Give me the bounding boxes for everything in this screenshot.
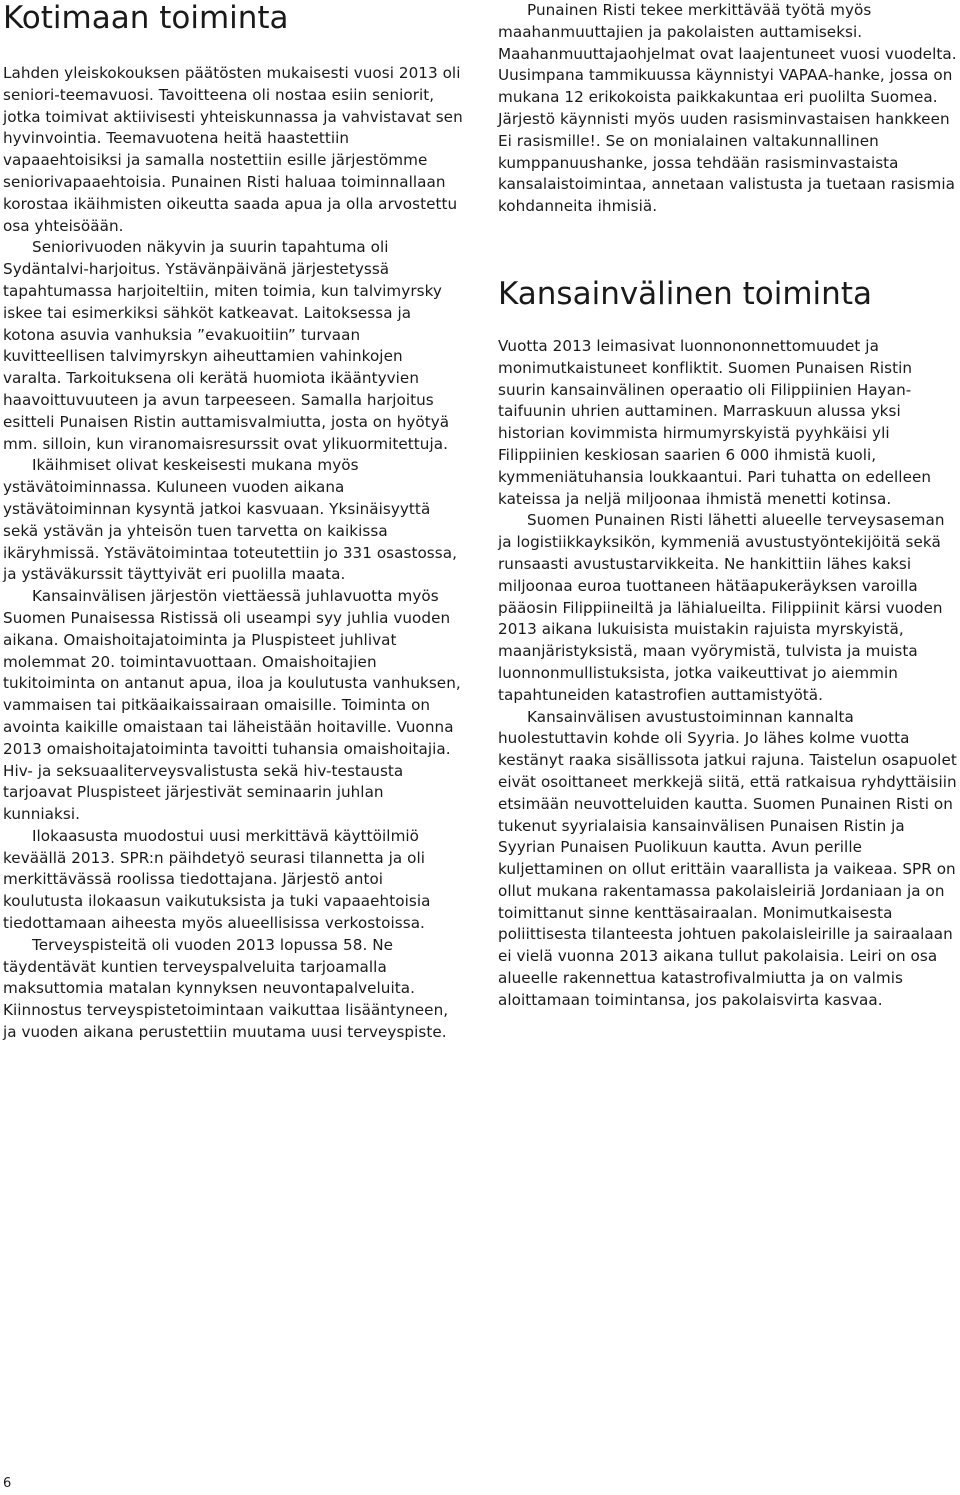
section-title-international: Kansainvälinen toiminta (498, 275, 872, 312)
body-paragraph: Lahden yleiskokouksen päätösten mukaisesti vuosi 2013 oli seniori-teemavuosi. Tavoitteena oli nostaa esiin seniorit, jotka toimivat aktiivisesti yhteiskunnassa ja vahvistavat sen hyvinvointia. Teemavuotena heitä haastettiin vapaaehtoisiksi ja samalla nostettiin esille järjestömme seniorivapaaehtoisia. Punainen Risti haluaa toiminnallaan korostaa ikäihmisten oikeutta saada apua ja olla arvostettu osa yhteisöään. (3, 64, 463, 235)
body-paragraph: Ilokaasusta muodostui uusi merkittävä käyttöilmiö keväällä 2013. SPR:n päihdetyö seurasi tilannetta ja oli merkittävässä roolissa tiedottajana. Järjestö antoi koulutusta ilokaasun vaikutuksista ja tuki vapaaehtoisia tiedottamaan aiheesta myös alueellisissa verkostoissa. (3, 826, 431, 933)
page-number: 6 (3, 1476, 12, 1491)
body-paragraph: Kansainvälisen avustustoiminnan kannalta huolestuttavin kohde oli Syyria. Jo lähes kolme vuotta kestänyt raaka sisällissota jatkui rajuna. Taistelun osapuolet eivät osoittaneet merkkejä siitä, että ratkaisua ryhdyttäisiin etsimään neuvotteluiden kautta. Suomen Punainen Risti on tukenut syyrialaisia kansainvälisen Punaisen Ristin ja Syyrian Punaisen Puolikuun kautta. Avun perille kuljettaminen on ollut erittäin vaarallista ja vaikeaa. SPR on ollut mukana rakentamassa pakolaisleiriä Jordaniaan ja on toimittanut sinne kenttäsairaalan. Monimutkaisesta poliittisesta tilanteesta johtuen pakolaisleirille ja sairaalaan ei vielä vuonna 2013 aikana tullut pakolaisia. Leiri on osa alueelle rakennettua katastrofivalmiutta ja on valmis aloittamaan toimintansa, jos pakolaisvirta kasvaa. (498, 707, 957, 1009)
body-paragraph: Punainen Risti tekee merkittävää työtä myös maahanmuuttajien ja pakolaisten auttamiseksi. Maahanmuuttajaohjelmat ovat laajentuneet vuosi vuodelta. Uusimpana tammikuussa käynnistyi VAPAA-hanke, jossa on mukana 12 erikokoista paikkakuntaa eri puolilta Suomea. Järjestö käynnisti myös uuden rasisminvastaisen hankkeen Ei rasismille!. Se on monialainen valtakunnallinen kumppanuushanke, jossa tehdään rasisminvastaista kansalaistoimintaa, annetaan valistusta ja tuetaan rasismia kohdanneita ihmisiä. (498, 1, 957, 216)
body-paragraph: Terveyspisteitä oli vuoden 2013 lopussa 58. Ne täydentävät kuntien terveyspalveluita tarjoamalla maksuttomia matalan kynnyksen neuvontapalveluita. Kiinnostus terveyspistetoimintaan vaikuttaa lisääntyneen, ja vuoden aikana perustettiin muutama uusi terveyspiste. (3, 935, 449, 1042)
section-title-domestic: Kotimaan toiminta (3, 0, 289, 36)
right-column (498, 0, 960, 1012)
body-paragraph: Ikäihmiset olivat keskeisesti mukana myös ystävätoiminnassa. Kuluneen vuoden aikana ystävätoiminnan kysyntä jatkoi kasvuaan. Yksinäisyyttä sekä ystävän ja yhteisön tuen tarvetta on kaikissa ikäryhmissä. Ystävätoimintaa toteutettiin jo 331 osastossa, ja ystäväkurssit täyttyivät eri puolilla maata. (3, 456, 457, 584)
body-paragraph: Suomen Punainen Risti lähetti alueelle terveysaseman ja logistiikkayksikön, kymmeniä avustustyöntekijöitä sekä runsaasti avustustarvikkeita. Ne hankittiin lähes kaksi miljoonaa euroa tuottaneen hätäapukeräyksen varoilla pääosin Filippiineiltä ja lähialueilta. Filippiinit kärsi vuoden 2013 aikana lukuisista muistakin rajuista myrskyistä, maanjäristyksistä, maan vyörymistä, tulvista ja muista luonnonmullistuksista, jotka vaikeuttivat jo aiemmin tapahtuneiden katastrofien auttamistyötä. (498, 511, 945, 704)
left-column (3, 0, 465, 1044)
body-paragraph: Seniorivuoden näkyvin ja suurin tapahtuma oli Sydäntalvi-harjoitus. Ystävänpäivänä järjestetyssä tapahtumassa harjoiteltiin, miten toimia, kun talvimyrsky iskee tai esimerkiksi sähköt katkeavat. Laitoksessa ja kotona asuvia vanhuksia ”evakuoitiin” turvaan kuvitteellisen talvimyrskyn aiheuttamien vahinkojen varalta. Tarkoituksena oli kerätä huomiota ikääntyvien haavoittuvuuteen ja avun tarpeeseen. Samalla harjoitus esitteli Punaisen Ristin auttamisvalmiutta, josta on hyötyä mm. silloin, kun viranomaisresurssit ovat ylikuormitettuja. (3, 238, 450, 453)
body-paragraph: Kansainvälisen järjestön viettäessä juhlavuotta myös Suomen Punaisessa Ristissä oli useampi syy juhlia vuoden aikana. Omaishoitajatoiminta ja Pluspisteet juhlivat molemmat 20. toimintavuottaan. Omaishoitajien tukitoiminta on antanut apua, iloa ja koulutusta vanhuksen, vammaisen tai pitkäaikaissairaan omaisille. Toiminta on avointa kaikille omaistaan tai läheistään hoitaville. Vuonna 2013 omaishoitajatoiminta tavoitti tuhansia omaishoitajia. Hiv- ja seksuaaliterveysvalistusta sekä hiv-testausta tarjoavat Pluspisteet järjestivät seminaarin juhlan kunniaksi. (3, 587, 461, 824)
body-paragraph: Vuotta 2013 leimasivat luonnononnettomuudet ja monimutkaistuneet konfliktit. Suomen Punaisen Ristin suurin kansainvälinen operaatio oli Filippiinien Hayan-taifuunin uhrien auttaminen. Marraskuun alussa yksi historian kovimmista hirmumyrskyistä pyyhkäisi yli Filippiinien keskiosan saarien 6 000 ihmistä kuoli, kymmeniätuhansia loukkaantui. Pari tuhatta on edelleen kateissa ja neljä miljoonaa ihmistä menetti kotinsa. (498, 336, 932, 508)
